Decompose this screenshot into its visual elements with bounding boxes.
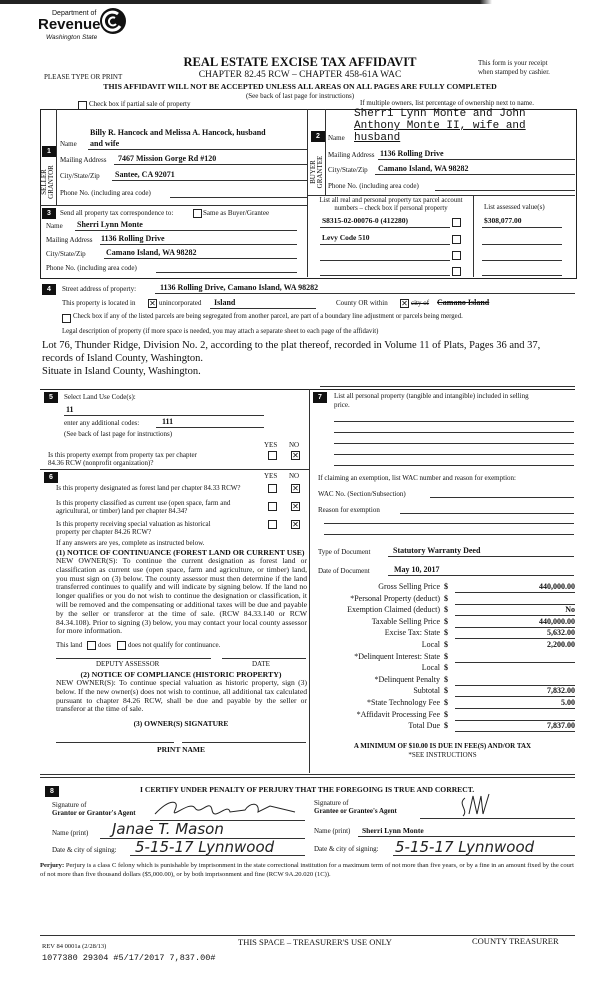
currency: $ [444,628,448,638]
segregated-checkbox[interactable] [62,314,71,323]
currency: $ [444,605,448,615]
exempt-question: 84.36 RCW (nonprofit organization)? [48,459,154,467]
same-as-buyer-checkbox[interactable] [193,209,202,218]
legal-description[interactable]: Situate in Island County, Washington. [42,366,201,377]
no-header: NO [289,472,300,480]
buyer-phone-label: Phone No. (including area code) [328,182,419,190]
divider [309,389,310,773]
within-city-checkbox[interactable]: ✕ [401,299,408,308]
certification-title: I CERTIFY UNDER PENALTY OF PERJURY THAT THE FOREGOING IS TRUE AND CORRECT. [140,785,475,794]
amount-label: *Personal Property (deduct) [350,593,440,603]
owner-signature-label: (3) OWNER(S) SIGNATURE [133,719,229,728]
reason-field[interactable] [400,513,574,514]
currency: $ [444,674,448,684]
exempt-question: Is this property exempt from property tax per chapter [48,451,197,459]
seller-name[interactable]: and wife [90,139,120,148]
parcel-number[interactable]: Levy Code 510 [322,233,370,242]
side-label: SELLER [40,169,48,195]
seller-city[interactable]: Santee, CA 92071 [115,170,175,179]
amount-label: Subtotal [413,686,440,696]
historical-question: property per chapter 84.26 RCW? [56,528,152,536]
warning-text: THIS AFFIDAVIT WILL NOT BE ACCEPTED UNLESS ALL AREAS ON ALL PAGES ARE FULLY COMPLETED [103,82,497,91]
currency: $ [444,616,448,626]
doc-date[interactable]: May 10, 2017 [394,565,440,574]
divider [325,109,326,195]
same-as-buyer-label: Same as Buyer/Grantee [203,209,270,217]
historical-no-checkbox[interactable]: ✕ [292,520,299,529]
grantor-signature-label: Signature of [52,801,87,809]
yes-header: YES [264,441,278,449]
field-line [388,575,574,576]
currency: $ [444,721,448,731]
currency: $ [444,651,448,661]
corr-name[interactable]: Sherri Lynn Monte [77,220,143,229]
amount-value[interactable] [455,675,575,686]
personal-property-checkbox[interactable] [452,235,461,244]
this-land-label: This land [56,641,83,649]
date-line[interactable] [222,658,306,659]
seller-name-label: Name [60,140,77,148]
field-line [378,159,575,160]
dor-logo-icon [98,6,128,36]
currency: $ [444,593,448,603]
field-line [100,244,297,245]
grantee-signature[interactable] [455,792,515,818]
county-value[interactable]: Island [214,298,236,307]
field-line [482,227,562,228]
amount-label: Exemption Claimed (deduct) [347,605,440,615]
field-line [388,556,574,557]
perjury-note [40,861,575,879]
forest-yes-checkbox[interactable] [268,484,277,493]
personal-property-label: price. [334,401,350,409]
parcel-header-text: numbers – check box if personal property [334,205,448,212]
does-label: does [98,641,111,649]
side-label: BUYER [309,160,317,184]
amount-value[interactable]: 7,832.00 [455,686,575,697]
divider [307,195,575,196]
wac-field[interactable] [430,497,574,498]
section-number: 7 [313,392,327,403]
partial-sale-label: Check box if partial sale of property [89,100,191,108]
land-use-code[interactable]: 11 [66,405,74,414]
personal-property-checkbox[interactable] [452,251,461,260]
divider [320,386,575,387]
field-line [64,415,264,416]
grantee-signature-label: Grantee or Grantee's Agent [314,807,397,815]
current-use-yes-checkbox[interactable] [268,502,277,511]
divider [40,469,309,470]
divider [40,205,307,206]
field-line [210,308,316,309]
seller-city-label: City/State/Zip [60,172,100,180]
unincorporated-label: unincorporated [159,299,202,307]
buyer-name-label: Name [328,134,345,142]
reason-field[interactable] [324,523,574,524]
section-number: 4 [42,284,56,295]
amount-label: Total Due [408,721,440,731]
does-qualify-checkbox[interactable] [87,641,96,650]
notice-continuance-text: NEW OWNER(S): To continue the current designation as forest land or classification as current use (open space, farm and agriculture, or timber) land, you must sign on (3) below. The county assessor must then determine if the land transferred continues to qualify and will indicate by signing below. If the land no longer qualifies or you do not wish to continue the designation or classification, it will be removed and the compensating or additional taxes will be due and payable by the seller or transferor at the time of sale. (RCW 84.33.140 or RCW 84.34.108). Prior to signing (3) below, you may contact your local county assessor for more information. [56,556,307,636]
section-number: 6 [44,472,58,483]
amount-label: Gross Selling Price [378,582,440,591]
grantor-name[interactable]: Janae T. Mason [112,820,224,838]
buyer-name[interactable]: husband [354,132,401,144]
located-label: This property is located in [62,299,136,307]
county-label: County OR within [336,299,388,307]
receipt-note: when stamped by cashier. [478,68,550,76]
divider [307,109,308,277]
city-of-label: city of [411,299,430,307]
historical-question: Is this property receiving special valuation as historical [56,520,211,528]
currency: $ [444,663,448,673]
grantee-name[interactable]: Sherri Lynn Monte [362,826,424,835]
please-type-note: PLEASE TYPE OR PRINT [44,73,123,81]
field-line [320,244,450,245]
currency: $ [444,698,448,707]
land-use-label: Select Land Use Code(s): [64,393,136,401]
logo-text: Department of [52,10,97,17]
deputy-assessor-signature-line[interactable] [56,658,211,659]
reason-field[interactable] [324,534,574,535]
personal-property-checkbox[interactable] [452,267,461,276]
buyer-mailing-address[interactable]: 1136 Rolling Drive [380,149,444,158]
wac-label: WAC No. (Section/Subsection) [318,490,406,498]
doc-date-label: Date of Document [318,567,370,575]
section-number: 5 [44,392,58,403]
buyer-side-label [310,150,324,194]
currency: $ [444,709,448,719]
buyer-name[interactable]: Sherri Lynn Monte and John [354,108,526,120]
field-line [393,855,575,856]
grantor-signature-label: Grantor or Grantor's Agent [52,809,136,817]
buyer-mailing-label: Mailing Address [328,151,375,159]
field-line [320,275,450,276]
currency: $ [444,686,448,696]
corr-name-label: Name [46,222,63,230]
grantor-signature[interactable] [150,796,300,820]
amount-value[interactable]: 7,837.00 [455,721,575,732]
current-use-question: agricultural, or timber) land per chapter 84.34? [56,507,188,515]
seller-mailing-address[interactable]: 7467 Mission Gorge Rd #120 [118,154,217,163]
doc-type[interactable]: Statutory Warranty Deed [393,546,481,555]
field-line [104,258,297,259]
amount-label: *Delinquent Interest: State [354,651,440,661]
field-line [320,260,450,261]
grantee-date-city[interactable]: 5-15-17 Lynnwood [395,838,535,856]
exemption-label: If claiming an exemption, list WAC number and reason for exemption: [318,474,516,482]
unincorporated-checkbox[interactable]: ✕ [149,299,156,308]
seller-side-label [41,160,55,204]
corr-city-label: City/State/Zip [46,250,86,258]
buyer-name[interactable]: Anthony Monte II, wife and [354,120,526,132]
field-line [130,855,305,856]
deputy-assessor-label: DEPUTY ASSESSOR [96,660,160,668]
section-number: 2 [311,131,325,142]
corr-mailing[interactable]: 1136 Rolling Drive [101,234,165,243]
buyer-city[interactable]: Camano Island, WA 98282 [378,164,469,173]
field-line [320,227,450,228]
personal-property-line[interactable] [334,421,574,422]
amount-value[interactable]: 2,200.00 [547,640,575,649]
field-line [75,230,297,231]
parcel-header-text: List all real and personal property tax parcel account [319,197,463,204]
divider [40,777,575,778]
corr-phone-field[interactable] [156,272,297,273]
assessed-value[interactable]: $308,077.00 [484,216,522,225]
current-use-no-checkbox[interactable]: ✕ [292,502,299,511]
field-line [155,293,575,294]
corr-city[interactable]: Camano Island, WA 98282 [106,248,197,257]
field-line [482,244,562,245]
amount-value[interactable]: No [455,605,575,616]
owner-signature-line[interactable] [56,742,174,743]
amount-value[interactable]: 5,632.00 [455,628,575,639]
exempt-no-checkbox[interactable]: ✕ [292,451,299,460]
form-number: REV 84 0001a (2/28/13) [42,943,107,950]
currency: $ [444,582,448,591]
street-label: Street address of property: [62,285,137,293]
form-chapter: CHAPTER 82.45 RCW – CHAPTER 458-61A WAC [198,70,402,80]
amount-label: Local [421,640,440,649]
grantor-name-label: Name (print) [52,829,89,837]
reason-label: Reason for exemption [318,506,380,514]
legal-description[interactable]: records of Island County, Washington. [42,353,204,364]
grantee-date-label: Date & city of signing: [314,845,379,853]
personal-property-line[interactable] [334,443,574,444]
parcel-number[interactable]: S8315-02-00076-0 (412280) [322,216,409,225]
owner-signature-line[interactable] [182,742,306,743]
notice-compliance-title: (2) NOTICE OF COMPLIANCE (HISTORIC PROPERTY) [80,670,282,679]
personal-property-line[interactable] [334,432,574,433]
corr-phone-label: Phone No. (including area code) [46,264,137,272]
personal-property-label: List all personal property (tangible and intangible) included in selling [334,392,529,400]
does-not-qualify-checkbox[interactable] [117,641,126,650]
currency: $ [444,640,448,649]
amount-label: *Affidavit Processing Fee [356,709,440,719]
amount-value[interactable] [455,594,575,605]
historical-yes-checkbox[interactable] [268,520,277,529]
seller-phone-label: Phone No. (including area code) [60,189,151,197]
assessed-header: List assessed value(s) [484,203,545,211]
seller-phone-field[interactable] [170,197,307,198]
treasurer-space-label: THIS SPACE – TREASURER'S USE ONLY [238,937,392,947]
seller-name[interactable]: Billy R. Hancock and Melissa A. Hancock, husband [90,128,266,137]
multiple-owners-note: If multiple owners, list percentage of ownership next to name. [360,99,534,107]
forest-land-question: Is this property designated as forest land per chapter 84.33 RCW? [56,484,241,492]
personal-property-line[interactable] [334,454,574,455]
field-line [375,174,575,175]
amount-label: *Delinquent Penalty [374,674,440,684]
amount-value[interactable]: 440,000.00 [455,582,575,593]
field-line [156,427,264,428]
grantor-date-label: Date & city of signing: [52,846,117,854]
logo-text: Revenue [38,16,101,33]
print-name-label: PRINT NAME [157,745,205,754]
amount-label: *State Technology Fee [366,698,440,707]
if-yes-note: If any answers are yes, complete as instructed below. [56,539,205,547]
perjury-label: Perjury: [40,862,65,869]
city-of-value[interactable]: Camano Island [437,298,490,307]
side-label: GRANTEE [316,155,324,189]
amount-value[interactable] [455,663,575,673]
amount-value[interactable] [455,652,575,663]
legal-description-label: Legal description of property (if more space is needed, you may attach a separate sheet to each page of the affidavit) [62,328,379,335]
correspondence-label: Send all property tax correspondence to: [60,209,174,217]
yes-header: YES [264,472,278,480]
notice-compliance-text: NEW OWNER(S): To continue special valuation as historic property, sign (3) below. If the new owner(s) does not wish to continue, all additional tax calculated pursuant to chapter 84.26 RCW, shall be due and payable by the seller or transferor at the time of sale. [56,678,307,714]
seller-mailing-label: Mailing Address [60,156,107,164]
doc-type-label: Type of Document [318,548,371,556]
does-not-label: does not qualify for continuance. [128,641,221,649]
field-line [114,164,307,165]
segregated-label: Check box if any of the listed parcels are being segregated from another parcel, are part of a boundary line adjustment or parcels being merged. [73,313,463,320]
field-line [482,275,562,276]
additional-codes[interactable]: 111 [162,417,174,426]
divider [40,774,575,775]
parcel-header [310,197,472,213]
county-treasurer-label: COUNTY TREASURER [472,936,559,946]
see-instructions-note: *SEE INSTRUCTIONS [408,751,477,759]
additional-codes-label: enter any additional codes: [64,419,140,427]
grantee-signature-label: Signature of [314,799,349,807]
receipt-note: This form is your receipt [478,59,548,67]
section-number: 1 [42,146,56,157]
notice-continuance-title: (1) NOTICE OF CONTINUANCE (FOREST LAND OR CURRENT USE) [56,548,305,557]
grantor-date-city[interactable]: 5-15-17 Lynnwood [135,838,275,856]
field-line [112,180,307,181]
side-label: GRANTOR [47,165,55,199]
personal-property-line[interactable] [334,465,574,466]
divider [473,195,474,277]
buyer-city-label: City/State/Zip [328,166,368,174]
amount-value[interactable] [455,710,575,721]
amount-label: Taxable Selling Price [371,616,440,626]
amount-label: Local [421,663,440,673]
amount-value[interactable]: 440,000.00 [455,617,575,628]
logo-text: Washington State [46,34,98,41]
exempt-yes-checkbox[interactable] [268,451,277,460]
form-title: REAL ESTATE EXCISE TAX AFFIDAVIT [183,55,417,69]
legal-description[interactable]: Lot 76, Thunder Ridge, Division No. 2, according to the plat thereof, recorded in Volume 11 of Plats, Pages 36 and 37, [42,340,541,351]
amount-value[interactable]: 5.00 [455,698,575,709]
field-line [88,149,307,150]
field-line [482,260,562,261]
scan-edge [0,0,600,4]
property-street-address[interactable]: 1136 Rolling Drive, Camano Island, WA 98282 [160,283,319,292]
see-back-note: (See back of last page for instructions) [64,430,173,438]
field-line [420,818,575,819]
date-label: DATE [252,660,270,668]
no-header: NO [289,441,300,449]
forest-no-checkbox[interactable]: ✕ [292,484,299,493]
personal-property-checkbox[interactable] [452,218,461,227]
receipt-stamp: 1077380 29304 #5/17/2017 7,837.00# [42,953,216,963]
minimum-due-note: A MINIMUM OF $10.00 IS DUE IN FEE(S) AND/OR TAX [353,742,532,750]
corr-mailing-label: Mailing Address [46,236,93,244]
field-line [358,836,575,837]
current-use-question: Is this property classified as current use (open space, farm and [56,499,231,507]
divider [56,109,57,205]
section-number: 3 [42,208,56,219]
section-number: 8 [45,786,59,797]
buyer-phone-field[interactable] [435,190,575,191]
instructions-note: (See back of last page for instructions) [245,92,355,100]
grantee-name-label: Name (print) [314,827,351,835]
perjury-text: Perjury is a class C felony which is punishable by imprisonment in the state correctional institution for a maximum term of not more than five years, or by a fine in an amount fixed by the court of not more than five thousand dollars ($5,000.00), or by both imprisonment and fine (RCW 9A.20.020 (1C)). [40,862,574,878]
amount-label: Excise Tax: State [384,628,440,638]
